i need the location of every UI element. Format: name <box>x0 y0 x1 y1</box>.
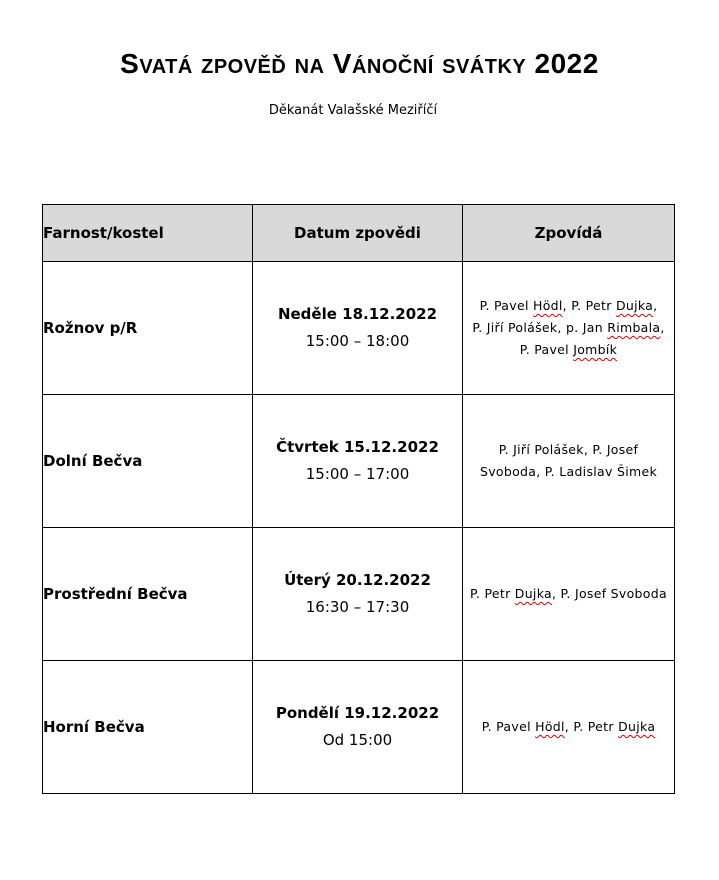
confession-day: Neděle 18.12.2022 <box>277 305 438 323</box>
confession-schedule-table <box>42 204 675 794</box>
date-cell <box>253 528 463 661</box>
date-cell <box>253 395 463 528</box>
confessor-text: P. Pavel <box>481 719 536 734</box>
table-row <box>43 395 675 528</box>
spellcheck-word: Rimbala <box>607 320 661 335</box>
confession-day: Úterý 20.12.2022 <box>284 571 431 589</box>
table-row <box>43 661 675 794</box>
spellcheck-word: Dujka <box>618 719 656 734</box>
table-header-row <box>43 205 675 262</box>
confessor-text: P. Jiří Polášek, p. Jan <box>472 320 608 335</box>
confessor-cell <box>463 395 675 528</box>
table-row <box>43 528 675 661</box>
spellcheck-word: Hödl <box>533 298 563 313</box>
spellcheck-word: Jombík <box>573 342 618 357</box>
document-title: Svatá zpověď na Vánoční svátky 2022 <box>120 48 599 79</box>
confessor-line <box>463 716 674 738</box>
confession-time: 16:30 – 17:30 <box>305 598 410 616</box>
header-date: Datum zpovědi <box>253 205 463 262</box>
table-row <box>43 262 675 395</box>
confessor-text: , <box>653 298 658 313</box>
date-cell <box>253 661 463 794</box>
confessor-text: , <box>660 320 665 335</box>
confessor-text: , P. Petr <box>564 719 619 734</box>
spellcheck-word: Hödl <box>535 719 565 734</box>
parish-cell: Horní Bečva <box>43 661 253 794</box>
date-cell <box>253 262 463 395</box>
parish-cell: Rožnov p/R <box>43 262 253 395</box>
confessor-text: P. Pavel <box>519 342 574 357</box>
document-subtitle: Děkanát Valašské Meziříčí <box>268 103 438 118</box>
confessor-cell <box>463 262 675 395</box>
spellcheck-word: Dujka <box>615 298 654 313</box>
confession-time: 15:00 – 18:00 <box>305 332 410 350</box>
confessor-line <box>463 583 674 605</box>
header-parish: Farnost/kostel <box>43 205 253 262</box>
confessor-line <box>463 317 674 339</box>
confessor-cell <box>463 661 675 794</box>
parish-cell: Dolní Bečva <box>43 395 253 528</box>
confessor-line: Svoboda, P. Ladislav Šimek <box>479 464 657 479</box>
confessor-line <box>463 339 674 361</box>
confessor-cell <box>463 528 675 661</box>
confessor-text: , P. Petr <box>562 298 616 313</box>
confession-time: Od 15:00 <box>322 731 393 749</box>
confessor-text: P. Pavel <box>479 298 533 313</box>
confession-day: Čtvrtek 15.12.2022 <box>276 438 439 456</box>
spellcheck-word: Dujka <box>514 586 552 601</box>
confessor-text: P. Petr <box>470 586 515 601</box>
header-confessor: Zpovídá <box>463 205 675 262</box>
confessor-line <box>463 295 674 317</box>
confession-time: 15:00 – 17:00 <box>305 465 410 483</box>
confession-day: Pondělí 19.12.2022 <box>275 704 440 722</box>
confessor-line: P. Jiří Polášek, P. Josef <box>498 442 639 457</box>
confessor-text: , P. Josef Svoboda <box>551 586 667 601</box>
parish-cell: Prostřední Bečva <box>43 528 253 661</box>
